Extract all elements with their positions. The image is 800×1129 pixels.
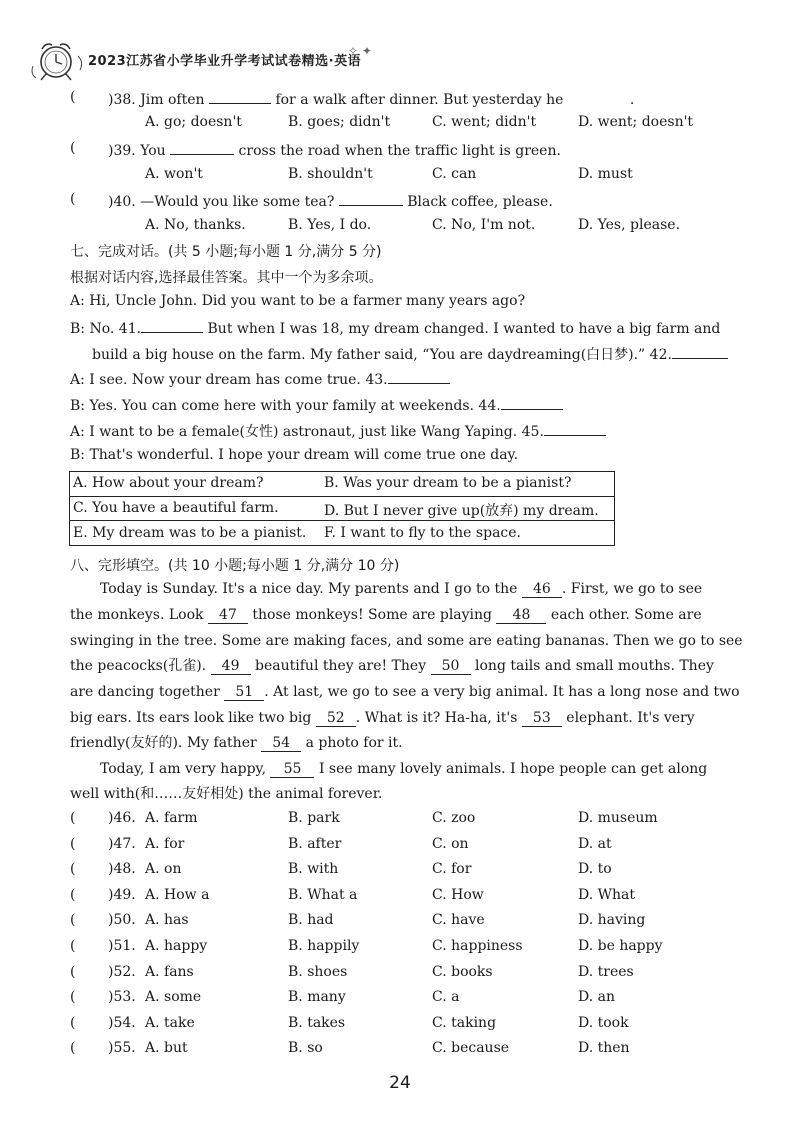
- answer-blank[interactable]: [568, 90, 630, 104]
- question-40: [108, 191, 553, 211]
- question-number: )47.: [108, 836, 136, 852]
- passage-line: well with(和……友好相处) the animal forever.: [70, 786, 383, 802]
- option-c[interactable]: C. went; didn't: [432, 114, 537, 130]
- option-a[interactable]: A. How about your dream?: [73, 475, 264, 491]
- option-d[interactable]: D. having: [578, 912, 646, 928]
- passage-text: elephant. It's very: [566, 710, 695, 726]
- option-b[interactable]: B. so: [288, 1040, 323, 1056]
- question-number: )46.: [108, 810, 136, 826]
- cloze-blank-51[interactable]: 51: [224, 685, 264, 701]
- answer-paren: (: [70, 89, 76, 105]
- dialog-text: B: No. 41.: [70, 321, 142, 337]
- option-d[interactable]: D. But I never give up(放弃) my dream.: [324, 503, 599, 519]
- option-a[interactable]: A. go; doesn't: [145, 114, 242, 130]
- option-a[interactable]: A. happy: [145, 938, 208, 954]
- question-number: )48.: [108, 861, 136, 877]
- passage-text: Today, I am very happy,: [100, 761, 267, 777]
- answer-paren: (: [70, 1015, 76, 1031]
- option-a[interactable]: A. on: [145, 861, 182, 877]
- option-d[interactable]: D. then: [578, 1040, 630, 1056]
- option-b[interactable]: B. goes; didn't: [288, 114, 391, 130]
- passage-text: a photo for it.: [305, 735, 403, 751]
- option-b[interactable]: B. after: [288, 836, 342, 852]
- passage-text: are dancing together: [70, 684, 220, 700]
- answer-blank-44[interactable]: [501, 395, 563, 410]
- option-c[interactable]: C. No, I'm not.: [432, 217, 536, 233]
- option-b[interactable]: B. What a: [288, 887, 358, 903]
- option-d[interactable]: D. What: [578, 887, 636, 903]
- passage-text: beautiful they are! They: [255, 658, 427, 674]
- answer-blank[interactable]: [170, 140, 234, 155]
- cloze-blank-55[interactable]: 55: [270, 762, 314, 778]
- question-number: )54.: [108, 1015, 136, 1031]
- option-c[interactable]: C. for: [432, 861, 472, 877]
- question-number: )55.: [108, 1040, 136, 1056]
- option-d[interactable]: D. at: [578, 836, 612, 852]
- option-b[interactable]: B. had: [288, 912, 334, 928]
- dialog-line-a2: [70, 369, 450, 389]
- cloze-blank-54[interactable]: 54: [261, 736, 301, 752]
- cloze-blank-47[interactable]: 47: [208, 608, 248, 624]
- option-c[interactable]: C. because: [432, 1040, 510, 1056]
- option-b[interactable]: B. Was your dream to be a pianist?: [324, 475, 572, 491]
- question-text: Black coffee, please.: [402, 194, 553, 210]
- option-a[interactable]: A. farm: [145, 810, 198, 826]
- passage-text: big ears. Its ears look like two big: [70, 710, 312, 726]
- passage-line: [100, 760, 707, 778]
- passage-line: swinging in the tree. Some are making faces, and some are eating bananas. Then we go to see: [70, 633, 743, 649]
- option-c[interactable]: C. have: [432, 912, 485, 928]
- dialog-line-a1: A: Hi, Uncle John. Did you want to be a farmer many years ago?: [70, 293, 526, 309]
- dialog-line-b3: B: That's wonderful. I hope your dream will come true one day.: [70, 447, 519, 463]
- option-c[interactable]: C. zoo: [432, 810, 476, 826]
- option-b[interactable]: B. many: [288, 989, 346, 1005]
- option-a[interactable]: A. won't: [145, 166, 203, 182]
- question-text: Jim often: [140, 92, 209, 108]
- option-a[interactable]: A. How a: [145, 887, 210, 903]
- answer-paren: (: [70, 989, 76, 1005]
- answer-blank[interactable]: [209, 89, 271, 104]
- question-number: )53.: [108, 989, 136, 1005]
- option-d[interactable]: D. be happy: [578, 938, 663, 954]
- answer-paren: (: [70, 938, 76, 954]
- option-c[interactable]: C. on: [432, 836, 469, 852]
- option-d[interactable]: D. took: [578, 1015, 629, 1031]
- passage-line: [70, 657, 714, 675]
- answer-blank[interactable]: [339, 191, 403, 206]
- option-a[interactable]: A. some: [145, 989, 202, 1005]
- sparkle-icon: ✧ ✦: [348, 44, 372, 58]
- passage-text: . At last, we go to see a very big animal. It has a long nose and two: [264, 684, 740, 700]
- page-number: 24: [389, 1073, 411, 1093]
- option-d[interactable]: D. an: [578, 989, 615, 1005]
- question-number: )38.: [108, 92, 136, 108]
- option-c[interactable]: C. happiness: [432, 938, 523, 954]
- option-a[interactable]: A. No, thanks.: [145, 217, 246, 233]
- dialog-text: But when I was 18, my dream changed. I wanted to have a big farm and: [203, 321, 721, 337]
- answer-paren: (: [70, 887, 76, 903]
- question-number: )50.: [108, 912, 136, 928]
- option-a[interactable]: A. but: [145, 1040, 188, 1056]
- cloze-blank-49[interactable]: 49: [211, 659, 251, 675]
- option-d[interactable]: D. to: [578, 861, 612, 877]
- cloze-blank-48[interactable]: 48: [496, 608, 546, 624]
- option-c[interactable]: C. taking: [432, 1015, 497, 1031]
- divider: [70, 496, 614, 497]
- option-b[interactable]: B. takes: [288, 1015, 346, 1031]
- passage-line: [70, 709, 695, 727]
- dialog-line-b2: [70, 395, 563, 415]
- passage-text: . What is it? Ha-ha, it's: [355, 710, 518, 726]
- dialog-line-b1: [70, 318, 720, 338]
- option-d[interactable]: D. must: [578, 166, 633, 182]
- cloze-blank-53[interactable]: 53: [522, 711, 562, 727]
- option-a[interactable]: A. has: [145, 912, 189, 928]
- question-38: [108, 89, 634, 109]
- passage-text: . First, we go to see: [561, 581, 703, 597]
- option-b[interactable]: B. happily: [288, 938, 360, 954]
- answer-paren: (: [70, 861, 76, 877]
- question-number: )51.: [108, 938, 136, 954]
- answer-paren: (: [70, 912, 76, 928]
- option-f[interactable]: F. I want to fly to the space.: [324, 525, 521, 541]
- option-b[interactable]: B. park: [288, 810, 340, 826]
- option-d[interactable]: D. went; doesn't: [578, 114, 694, 130]
- option-c[interactable]: C. books: [432, 964, 493, 980]
- cloze-blank-46[interactable]: 46: [522, 582, 562, 598]
- passage-text: each other. Some are: [550, 607, 702, 623]
- cloze-blank-52[interactable]: 52: [316, 711, 356, 727]
- option-c[interactable]: C. can: [432, 166, 477, 182]
- option-d[interactable]: D. trees: [578, 964, 634, 980]
- dialog-line-b1-cont: [92, 344, 728, 364]
- passage-text: the monkeys. Look: [70, 607, 204, 623]
- section-7-instructions: 根据对话内容,选择最佳答案。其中一个为多余项。: [70, 270, 383, 286]
- page-header: [30, 36, 550, 86]
- passage-line: [100, 580, 702, 598]
- question-text: cross the road when the traffic light is green.: [234, 143, 561, 159]
- passage-text: long tails and small mouths. They: [475, 658, 714, 674]
- option-d[interactable]: D. museum: [578, 810, 658, 826]
- option-c[interactable]: C. How: [432, 887, 484, 903]
- passage-line: [70, 683, 740, 701]
- question-text: —Would you like some tea?: [140, 194, 339, 210]
- question-text: You: [140, 143, 171, 159]
- answer-paren: (: [70, 964, 76, 980]
- passage-text: I see many lovely animals. I hope people can get along: [318, 761, 708, 777]
- option-b[interactable]: B. shoes: [288, 964, 348, 980]
- divider: [70, 520, 614, 521]
- answer-blank-43[interactable]: [388, 369, 450, 384]
- passage-line: [70, 734, 403, 752]
- dialog-text: build a big house on the farm. My father said, “You are daydreaming(白日梦).” 42.: [92, 347, 672, 363]
- option-b[interactable]: B. Yes, I do.: [288, 217, 372, 233]
- option-a[interactable]: A. for: [145, 836, 185, 852]
- answer-paren: (: [70, 1040, 76, 1056]
- option-c[interactable]: C. You have a beautiful farm.: [73, 500, 279, 516]
- option-a[interactable]: A. fans: [145, 964, 194, 980]
- dialog-text: A: I see. Now your dream has come true. 43.: [70, 372, 388, 388]
- option-a[interactable]: A. take: [145, 1015, 195, 1031]
- dialog-text: A: I want to be a female(女性) astronaut, just like Wang Yaping. 45.: [70, 424, 544, 440]
- alarm-clock-icon: [30, 36, 86, 86]
- header-title: 2023江苏省小学毕业升学考试试卷精选·英语: [88, 54, 362, 69]
- passage-text: friendly(友好的). My father: [70, 735, 257, 751]
- answer-options-box: [69, 471, 615, 546]
- question-number: )40.: [108, 194, 136, 210]
- question-number: )39.: [108, 143, 136, 159]
- question-39: [108, 140, 561, 160]
- section-8-title: 八、完形填空。(共 10 小题;每小题 1 分,满分 10 分): [70, 558, 400, 574]
- option-e[interactable]: E. My dream was to be a pianist.: [73, 525, 307, 541]
- option-c[interactable]: C. a: [432, 989, 460, 1005]
- answer-blank-42[interactable]: [672, 344, 728, 359]
- question-number: )49.: [108, 887, 136, 903]
- question-text: .: [629, 92, 635, 108]
- answer-paren: (: [70, 140, 76, 156]
- answer-paren: (: [70, 836, 76, 852]
- answer-paren: (: [70, 810, 76, 826]
- answer-blank-45[interactable]: [544, 421, 606, 436]
- passage-line: [70, 606, 702, 624]
- answer-paren: (: [70, 191, 76, 207]
- question-text: for a walk after dinner. But yesterday he: [271, 92, 568, 108]
- option-b[interactable]: B. shouldn't: [288, 166, 373, 182]
- dialog-text: B: Yes. You can come here with your family at weekends. 44.: [70, 398, 501, 414]
- passage-text: Today is Sunday. It's a nice day. My parents and I go to the: [100, 581, 518, 597]
- passage-text: the peacocks(孔雀).: [70, 658, 207, 674]
- answer-blank-41[interactable]: [141, 318, 203, 333]
- question-number: )52.: [108, 964, 136, 980]
- dialog-line-a3: [70, 421, 606, 441]
- section-7-title: 七、完成对话。(共 5 小题;每小题 1 分,满分 5 分): [70, 244, 382, 260]
- option-d[interactable]: D. Yes, please.: [578, 217, 681, 233]
- option-b[interactable]: B. with: [288, 861, 339, 877]
- cloze-blank-50[interactable]: 50: [431, 659, 471, 675]
- passage-text: those monkeys! Some are playing: [252, 607, 493, 623]
